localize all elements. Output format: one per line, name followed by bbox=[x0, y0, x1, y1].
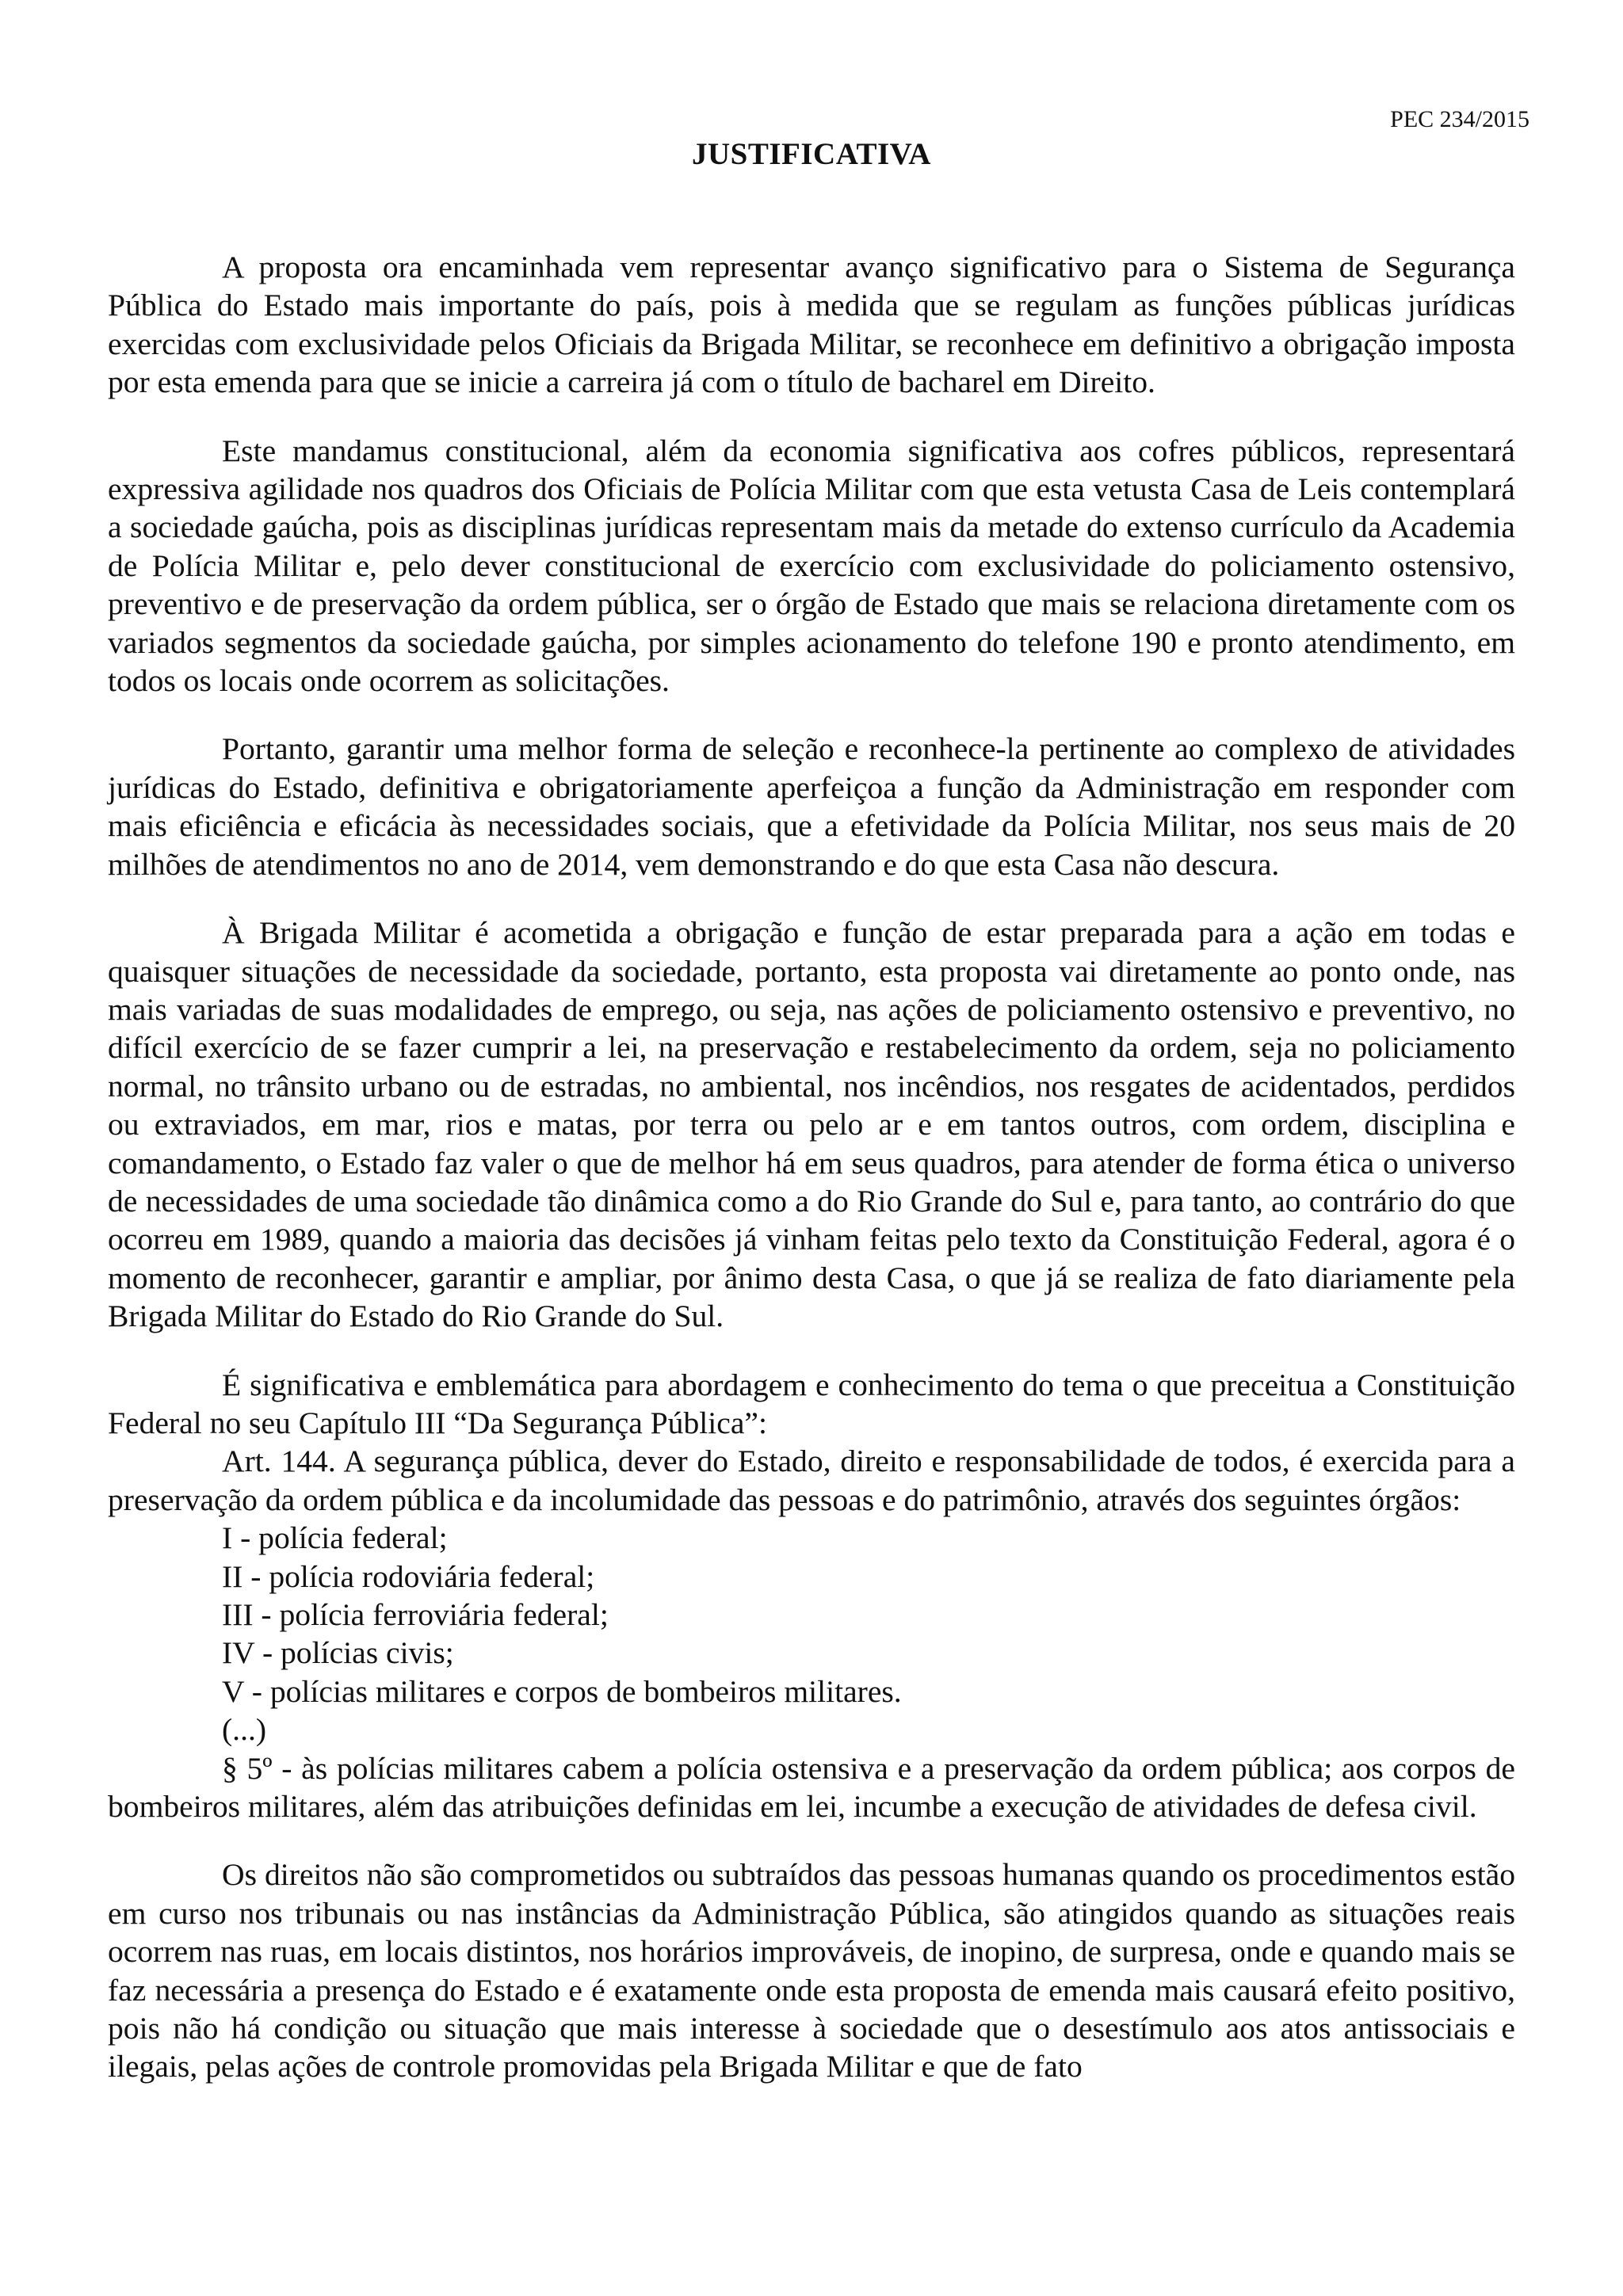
article-item-3: III - polícia ferroviária federal; bbox=[222, 1597, 609, 1632]
document-reference: PEC 234/2015 bbox=[1390, 106, 1529, 132]
paragraph-1: A proposta ora encaminhada vem representar avanço significativo para o Sistema de Segurança Pública do Estado mais importante do país, pois à medida que se regulam as funções públicas jurídicas exercidas com exclusividade pelos Oficiais da Brigada Militar, se reconhece em definitivo a obrigação imposta por esta emenda para que se inicie a carreira já com o título de bacharel em Direito. bbox=[108, 250, 1515, 400]
article-item-4: IV - polícias civis; bbox=[222, 1635, 454, 1671]
paragraph-3: Portanto, garantir uma melhor forma de seleção e reconhece-la pertinente ao complexo de atividades jurídicas do Estado, definitiva e obrigatoriamente aperfeiçoa a função da Administração em responder com mais eficiência e eficácia às necessidades sociais, que a efetividade da Polícia Militar, nos seus mais de 20 milhões de atendimentos no ano de 2014, vem demonstrando e do que esta Casa não descura. bbox=[108, 731, 1515, 882]
paragraph-5: É significativa e emblemática para abordagem e conhecimento do tema o que preceitua a Constituição Federal no seu Capítulo III “Da Segurança Pública”: bbox=[108, 1367, 1515, 1440]
document-body bbox=[108, 248, 1515, 2116]
article-caput: Art. 144. A segurança pública, dever do Estado, direito e responsabilidade de todos, é exercida para a preservação da ordem pública e da incolumidade das pessoas e do patrimônio, através dos seguintes órgãos: bbox=[108, 1444, 1515, 1517]
article-144-quote bbox=[108, 1442, 1515, 1825]
document-title: JUSTIFICATIVA bbox=[692, 137, 931, 171]
paragraph-closing: Os direitos não são comprometidos ou subtraídos das pessoas humanas quando os procedimentos estão em curso nos tribunais ou nas instâncias da Administração Pública, são atingidos quando as situações reais ocorrem nas ruas, em locais distintos, nos horários improváveis, de inopino, de surpresa, onde e quando mais se faz necessária a presença do Estado e é exatamente onde esta proposta de emenda mais causará efeito positivo, pois não há condição ou situação que mais interesse à sociedade que o desestímulo aos atos antissociais e ilegais, pelas ações de controle promovidas pela Brigada Militar e que de fato bbox=[108, 1857, 1515, 2084]
article-paragraph-5: § 5º - às polícias militares cabem a polícia ostensiva e a preservação da ordem pública; aos corpos de bombeiros militares, além das atribuições definidas em lei, incumbe a execução de atividades de defesa civil. bbox=[108, 1750, 1515, 1825]
article-item-1: I - polícia federal; bbox=[222, 1520, 448, 1556]
article-item-5: V - polícias militares e corpos de bombeiros militares. bbox=[222, 1673, 902, 1709]
article-item-2: II - polícia rodoviária federal; bbox=[222, 1558, 595, 1594]
paragraph-2: Este mandamus constitucional, além da economia significativa aos cofres públicos, representará expressiva agilidade nos quadros dos Oficiais de Polícia Militar com que esta vetusta Casa de Leis contemplará a sociedade gaúcha, pois as disciplinas jurídicas representam mais da metade do extenso currículo da Academia de Polícia Militar e, pelo dever constitucional de exercício com exclusividade do policiamento ostensivo, preventivo e de preservação da ordem pública, ser o órgão de Estado que mais se relaciona diretamente com os variados segmentos da sociedade gaúcha, por simples acionamento do telefone 190 e pronto atendimento, em todos os locais onde ocorrem as solicitações. bbox=[108, 433, 1515, 699]
article-ellipsis: (...) bbox=[222, 1712, 267, 1748]
paragraph-4: À Brigada Militar é acometida a obrigação e função de estar preparada para a ação em todas e quaisquer situações de necessidade da sociedade, portanto, esta proposta vai diretamente ao ponto onde, nas mais variadas de suas modalidades de emprego, ou seja, nas ações de policiamento ostensivo e preventivo, no difícil exercício de se fazer cumprir a lei, na preservação e restabelecimento da ordem, seja no policiamento normal, no trânsito urbano ou de estradas, no ambiental, nos incêndios, nos resgates de acidentados, perdidos ou extraviados, em mar, rios e matas, por terra ou pelo ar e em tantos outros, com ordem, disciplina e comandamento, o Estado faz valer o que de melhor há em seus quadros, para atender de forma ética o universo de necessidades de uma sociedade tão dinâmica como a do Rio Grande do Sul e, para tanto, ao contrário do que ocorreu em 1989, quando a maioria das decisões já vinham feitas pelo texto da Constituição Federal, agora é o momento de reconhecer, garantir e ampliar, por ânimo desta Casa, o que já se realiza de fato diariamente pela Brigada Militar do Estado do Rio Grande do Sul. bbox=[108, 915, 1515, 1334]
